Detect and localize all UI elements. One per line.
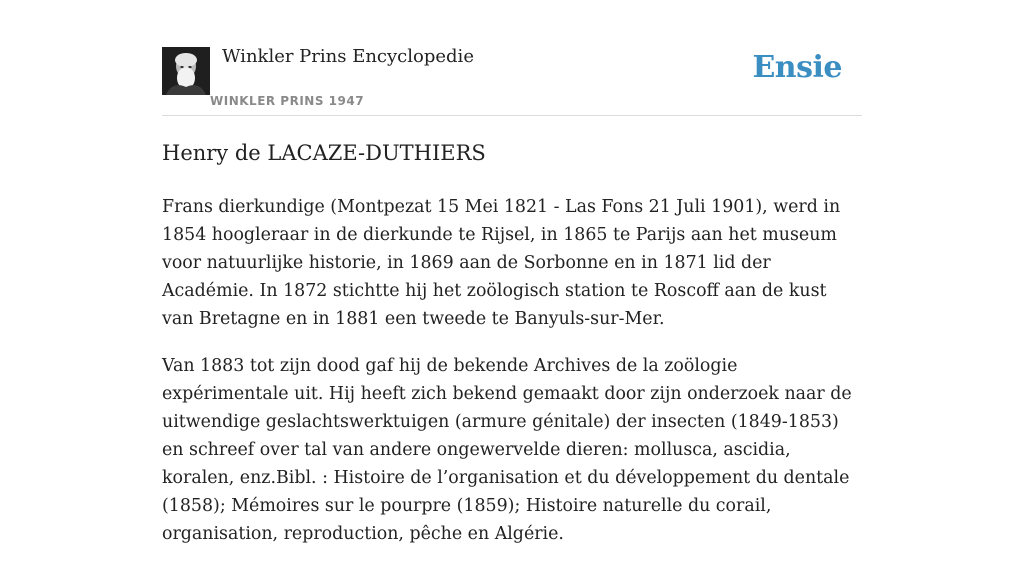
content-container <box>162 0 862 544</box>
article-title: Henry de LACAZE-DUTHIERS <box>162 141 486 165</box>
article-paragraph-2: Van 1883 tot zijn dood gaf hij de bekende Archives de la zoölogie expérimentale uit. Hij heeft zich bekend gemaakt door zijn onderzoek naar de uitwendige geslachtswerktuigen (armure génitale) der insecten (1849-1853) en schreef over tal van andere ongewervelde dieren: mollusca, ascidia, koralen, enz.Bibl. : Histoire de l’organisation et du développement du dentale (1858); Mémoires sur le pourpre (1859); Histoire naturelle du corail, organisation, reproduction, pêche en Algérie. <box>162 356 852 544</box>
source-label: WINKLER PRINS 1947 <box>210 94 365 108</box>
header <box>162 0 862 116</box>
ensie-logo[interactable]: Ensie <box>752 50 842 85</box>
encyclopedia-name[interactable]: Winkler Prins Encyclopedie <box>222 46 474 67</box>
avatar[interactable] <box>162 47 210 95</box>
portrait-photo-icon <box>162 47 210 95</box>
article-body <box>162 193 862 567</box>
article-paragraph-1: Frans dierkundige (Montpezat 15 Mei 1821 - Las Fons 21 Juli 1901), werd in 1854 hoogleraar in de dierkunde te Rijsel, in 1865 te Parijs aan het museum voor natuurlijke historie, in 1869 aan de Sorbonne en in 1871 lid der Académie. In 1872 stichtte hij het zoölogisch station te Roscoff aan de kust van Bretagne en in 1881 een tweede te Banyuls-sur-Mer. <box>162 197 841 329</box>
